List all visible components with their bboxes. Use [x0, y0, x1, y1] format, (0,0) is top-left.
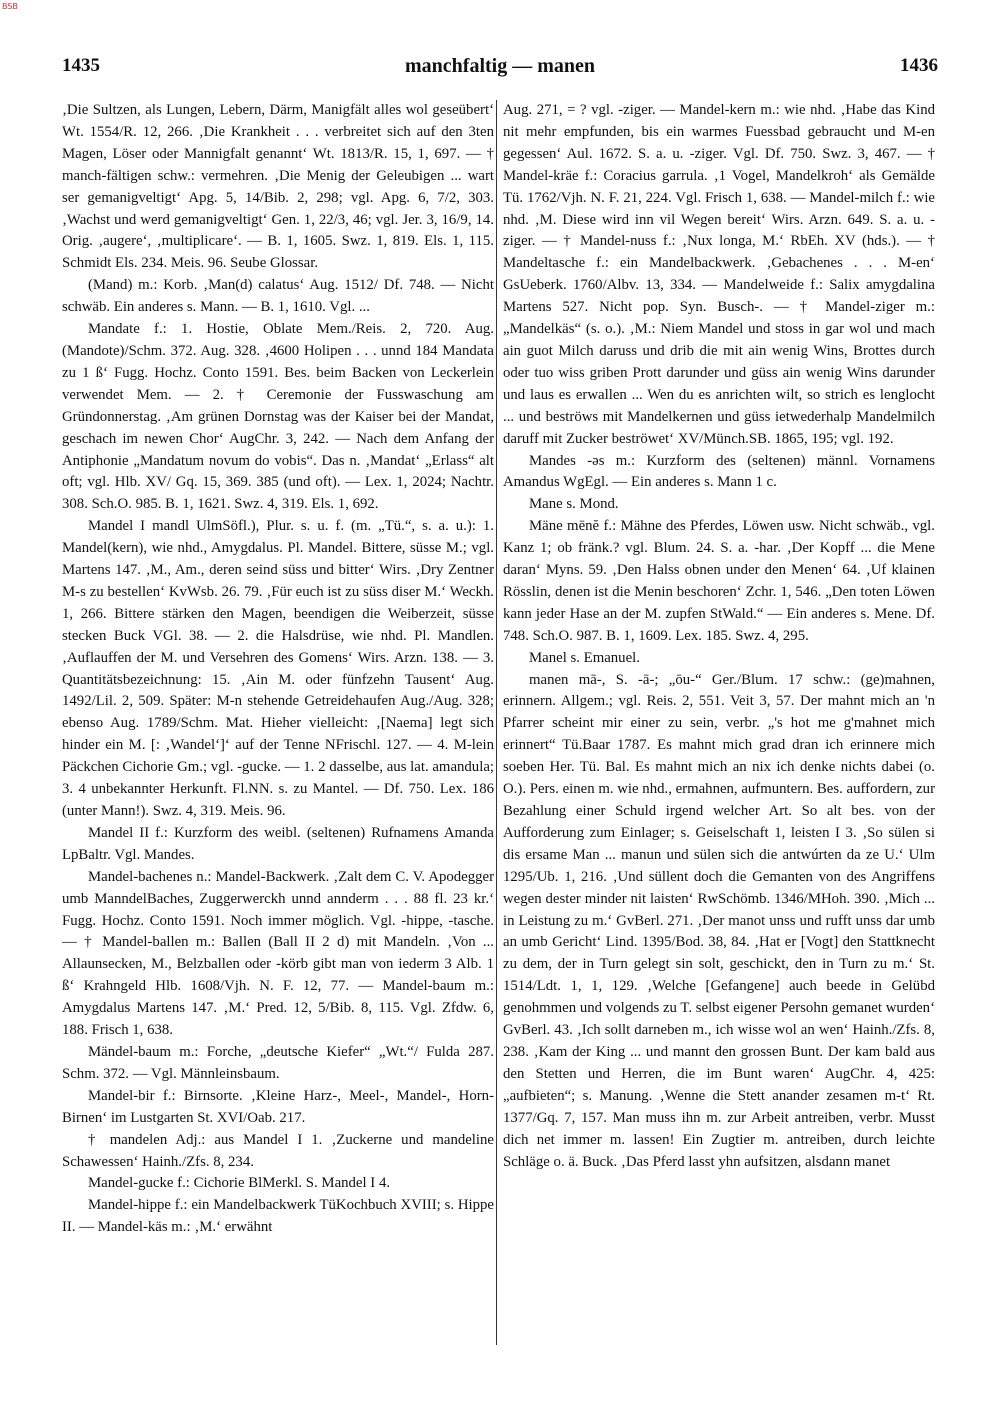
entry-mandel-gucke: Mandel-gucke f.: Cichorie BlMerkl. S. Mandel I 4. — [88, 1175, 391, 1192]
entry-mandel-bachenes: Mandel-bachenes n.: Mandel-Backwerk. ‚Zalt dem C. V. Apodegger umb ManndelBaches, Zuggerwerckh unnd annderm . . . 88 fl. 23 kr.‘ Fugg. Hochz. Conto 1591. Noch immer möglich. Vgl. -hippe, -tasche. — † Mandel-ballen m.: Ballen (Ball II 2 d) mit Mandeln. ‚Von ... Allaunsecken, M., Belzballen oder -körb gibt man von iederm 3 Alb. 1 ß‘ Krahngeld Hlb. 1608/Vjh. N. F. 12, 77. — Mandel-baum m.: Amygdalus Martens 147. ‚M.‘ Pred. 12, 5/Bib. 8, 115. Vgl. Zfdw. 6, 188. Frisch 1, 638. — [62, 868, 494, 1039]
page-number-right: 1436 — [900, 55, 938, 76]
entry-mandelen: † mandelen Adj.: aus Mandel I 1. ‚Zuckerne und mandeline Schawessen‘ Hainh./Zfs. 8, 234. — [62, 1131, 494, 1170]
page-number-left: 1435 — [62, 55, 100, 76]
entry-mandel-bir: Mandel-bir f.: Birnsorte. ‚Kleine Harz-, Meel-, Mandel-, Horn-Birnen‘ im Lustgarten St. XVI/Oab. 217. — [62, 1087, 494, 1126]
entry-mandel-kaes-cont: Aug. 271, = ? vgl. -ziger. — Mandel-kern m.: wie nhd. ‚Habe das Kind nit mehr empfunden, bis ein warmes Fuessbad gebraucht und M-en gegessen‘ Aul. 1672. S. a. u. -ziger. Vgl. Df. 750. Swz. 3, 467. — † Mandel-kräe f.: Coracius garrula. ‚1 Vogel, Mandelkroh‘ als Gemälde Tü. 1762/Vjh. N. F. 21, 224. Vgl. Frisch 1, 638. — Mandel-milch f.: wie nhd. ‚M. Diese wird inn vil Wegen bereit‘ Wirs. Arzn. 649. S. a. u. -ziger. — † Mandel-nuss f.: ‚Nux longa, M.‘ RbEh. XV (hds.). — † Mandeltasche f.: ein Mandelbackwerk. ‚Gebachenes . . . M-en‘ GsUeberk. 1760/Albv. 13, 334. — Mandelweide f.: Salix amygdalina Martens 527. Nicht pop. Syn. Busch-. — † Mandel-ziger m.: „Mandelkäs“ (s. o.). ‚M.: Niem Mandel und stoss in gar wol und mach ain guot Milch daruss und drib die mit ain wenig Wins, Brottes durch oder tuo wiss griben Prott darunder und güss ain wenig Wins darunder und laus es erwallen ... Wen du es anrichten wilt, so strich es lenglocht ... und beströws mit Mandelkernen und güss ietwederhalp Mandelmilch daruff mit Zucker beströwet‘ XV/Münch.SB. 1865, 195; vgl. 192. — [503, 102, 935, 447]
running-title: manchfaltig — manen — [405, 55, 595, 77]
right-column — [503, 100, 935, 1345]
page-header — [62, 55, 938, 85]
library-stamp: BSB — [2, 2, 18, 11]
column-divider — [496, 100, 497, 1345]
entry-maene: Mäne mēnĕ f.: Mähne des Pferdes, Löwen usw. Nicht schwäb., vgl. Kanz 1; ob fränk.? vgl. Blum. 24. S. a. -har. ‚Der Kopff ... die Mene daran‘ Myns. 59. ‚Den Halss obnen under den Menen‘ 64. ‚Uf klainen Rösslin, denen ist die Menin beschoren‘ Zchr. 1, 546. „Den toten Löwen kann jeder Hase an der M. zupfen StWald.“ — Ein anderes s. Mene. Df. 748. Sch.O. 987. B. 1, 1609. Lex. 185. Swz. 4, 295. — [503, 518, 935, 644]
entry-mand: (Mand) m.: Korb. ‚Man(d) calatus‘ Aug. 1512/ Df. 748. — Nicht schwäb. Ein anderes s. Mann. — B. 1, 1610. Vgl. ... — [62, 277, 494, 316]
entry-mandel-1: Mandel I mandl UlmSöfl.), Plur. s. u. f. (m. „Tü.“, s. a. u.): 1. Mandel(kern), wie nhd., Amygdalus. Pl. Mandel. Bittere, süsse M.; vgl. Martens 147. ‚M., Am., deren seind süss und bitter‘ Wirs. ‚Dry Zentner M-s zu bestellen‘ KvWsb. 26. 79. ‚Für euch ist zu süss diser M.‘ Weckh. 1, 266. Bittere stärken den Magen, beendigen die Weiberzeit, süsse stecken Buck VGl. 38. — 2. die Halsdrüse, wie nhd. Pl. Mandlen. ‚Auflauffen der M. und Versehren des Gomens‘ Wirs. Arzn. 138. — 3. Quantitätsbezeichnung: 15. ‚Ain M. oder fünfzehn Tausent‘ Aug. 1492/Lil. 2, 509. Später: M-n stehende Getreidehaufen Aug./Aug. 328; ebenso Aug. 1789/Schm. Mat. Hieher vielleicht: ‚[Naema] legt sich hinder ein M. [: ‚Wandel‘]‘ auf der Tenne NFrischl. 127. — 4. M-lein Päckchen Cichorie Gm.; vgl. -gucke. — 1. 2 dasselbe, aus lat. amandula; 3. 4 unbekannter Herkunft. Fl.NN. s. zu Mantel. — Df. 750. Lex. 186 (unter Mann!). Swz. 4, 319. Meis. 96. — [62, 518, 494, 819]
entry-mandel-hippe: Mandel-hippe f.: ein Mandelbackwerk TüKochbuch XVIII; s. Hippe II. — Mandel-käs m.: ‚M.‘ erwähnt — [62, 1197, 494, 1236]
entry-maendel-baum: Mändel-baum m.: Forche, „deutsche Kiefer“ „Wt.“/ Fulda 287. Schm. 372. — Vgl. Männleinsbaum. — [62, 1043, 494, 1082]
entry-mandel-2: Mandel II f.: Kurzform des weibl. (seltenen) Rufnamens Amanda LpBaltr. Vgl. Mandes. — [62, 824, 494, 863]
entry-manen: manen mā-, S. -ā-; „ōu-“ Ger./Blum. 17 schw.: (ge)mahnen, erinnern. Allgem.; vgl. Reis. 2, 551. Veit 3, 57. Der mahnt mich an 'n Pfarrer scheint mir einer zu sein, verbr. „'s hot me g'mahnet mich erinnert“ Tü.Baar 1787. Es mahnt mich grad dran ich erinnere mich soeben Her. Tü. Bal. Es mahnt mich an nix ich denke nichts dabei (o. O.). Pers. einen m. wie nhd., ermahnen, aufmuntern. Bes. auffordern, zur Bezahlung einer Schuld irgend welcher Art. So alt bes. von der Aufforderung zum Einlager; s. Geiselschaft 1, leisten I 3. ‚So sülen si dis ersame Man ... manun und sülen sich die antwúrten da ze U.‘ Ulm 1295/Ub. 1, 216. ‚Und süllent doch die Gemanten von des Angriffens wegen dester minder nit laisten‘ RwSchömb. 1346/MHoh. 390. ‚Mich ... in Leistung zu m.‘ GvBerl. 271. ‚Der manot unss und rufft unss dar umb an umb Gericht‘ Lind. 1395/Bod. 38, 84. ‚Hat er [Vogt] den Stattknecht zu dem, der in Turn gelegt sin solt, geschickt, den in Turn zu m.‘ St. 1514/Ldt. 1, 1, 129. ‚Welche [Gefangene] auch beede in Gelübd genohmmen und volgends zu T. selbst eigener Persohn gemanet wurden‘ GvBerl. 43. ‚Ich sollt darneben m., ich wisse wol an wen‘ Hainh./Zfs. 8, 238. ‚Kam der King ... und mannt den grossen Bunt. Der kam bald aus den Stetten und Herren, die im Bunt waren‘ AugChr. 4, 425: „aufbieten“; s. Manung. ‚Wenne die Stett anander zesamen m-t‘ Rt. 1377/Gq. 7, 157. Man muss ihn m. zur Arbeit antreiben, verbr. Musst dich net immer m. lassen! Ein Zugtier m. antreiben, durch leichte Schläge o. ä. Buck. ‚Das Pferd lasst yhn aufsitzen, alsdann manet — [503, 671, 935, 1170]
entry-mandes: Mandes -əs m.: Kurzform des (seltenen) männl. Vornamens Amandus WgEgl. — Ein anderes s. Mann 1 c. — [503, 452, 935, 491]
entry-manel: Manel s. Emanuel. — [529, 649, 640, 666]
left-column — [62, 100, 494, 1345]
entry-mane: Mane s. Mond. — [529, 496, 619, 513]
entry-mandate: Mandate f.: 1. Hostie, Oblate Mem./Reis. 2, 720. Aug. (Mandote)/Schm. 372. Aug. 328. ‚4600 Holipen . . . unnd 184 Mandata zu 1 ß‘ Fugg. Hochz. Conto 1591. Bes. beim Backen von Leckerlein verwendet Mem. — 2. † Ceremonie der Fusswaschung am Gründonnerstag. ‚Am grünen Dornstag was der Kaiser bei der Mandat, geschach im newen Chor‘ AugChr. 3, 242. — Nach dem Anfang der Antiphonie „Mandatum novum do vobis“. Das n. ‚Mandat‘ „Erlass“ alt oft; vgl. Hlb. XV/ Gq. 15, 369. 385 (und oft). — Lex. 1, 2024; Nachtr. 308. Sch.O. 985. B. 1, 1621. Swz. 4, 319. Els. 1, 692. — [62, 321, 494, 513]
entry-manchfaltig-cont: ‚Die Sultzen, als Lungen, Lebern, Därm, Manigfält alles wol geseübert‘ Wt. 1554/R. 12, 266. ‚Die Krankheit . . . verbreitet sich auf den 3ten Magen, Löser oder Mannigfalt genannt‘ Wt. 1813/R. 15, 1, 697. — † manch-fältigen schw.: vermehren. ‚Die Menig der Geleubigen ... wart ser gemanigveltigt‘ Apg. 5, 14/Bib. 2, 298; vgl. Apg. 6, 7/2, 303. ‚Wachst und werd gemanigveltigt‘ Gen. 1, 22/3, 46; vgl. Jer. 3, 16/9, 14. Orig. ‚augere‘, ‚multiplicare‘. — B. 1, 1605. Swz. 1, 819. Els. 1, 115. Schmidt Els. 234. Meis. 96. Seube Glossar. — [62, 102, 494, 272]
